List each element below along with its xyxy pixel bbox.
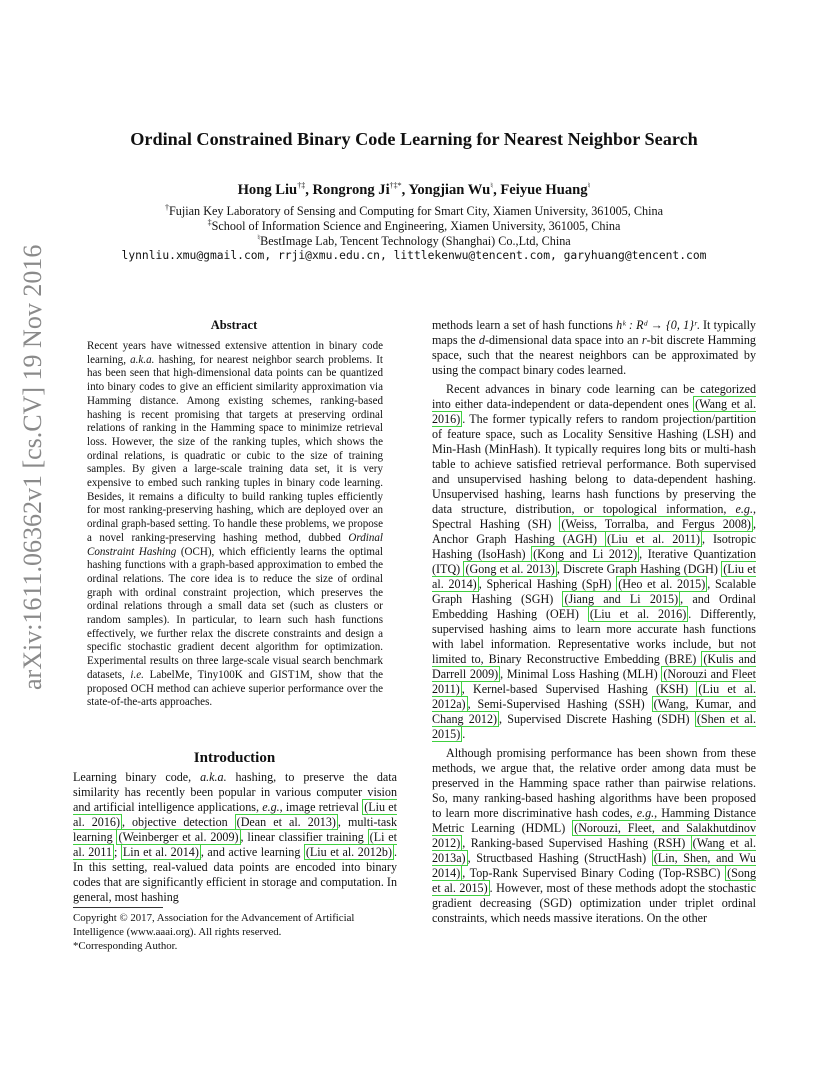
citation-link[interactable]: (Liu et al. 2014) bbox=[432, 562, 757, 591]
arxiv-identifier: arXiv:1611.06362v1 [cs.CV] 19 Nov 2016 bbox=[18, 244, 47, 690]
citation-link[interactable]: Lin et al. 2014) bbox=[122, 845, 199, 859]
citation-link[interactable]: (Kulis and Darrell 2009) bbox=[432, 652, 756, 681]
citation-link[interactable]: (Weiss, Torralba, and Fergus 2008) bbox=[561, 517, 751, 531]
author-name: Hong Liu bbox=[237, 181, 298, 198]
citation-link[interactable]: (Dean et al. 2013) bbox=[236, 815, 336, 829]
footnote bbox=[73, 911, 399, 954]
author-name: Feiyue Huang bbox=[500, 181, 588, 198]
author-name: Yongjian Wu bbox=[408, 181, 491, 198]
paragraph: Recent advances in binary code learning can be categorized into either data-independent or data-dependent ones (Wang et al. 2016) . The former typically refers to random projection/partition of feature space, such as Locality Sensitive Hashing (LSH) and Min-Hash (MinHash). It typically requires long bits or multi-hash table to achieve satisfied retrieval performance. Both supervised and unsupervised hashing belong to data-dependent hashing. Unsupervised hashing, learns hash functions by preserving the data structure, distribution, or topological information, e.g., Spectral Hashing (SH) (Weiss, Torralba, and Fergus 2008) , Anchor Graph Hashing (AGH) (Liu et al. 2011) , Isotropic Hashing (IsoHash) (Kong and Li 2012) , Iterative Quantization (ITQ) (Gong et al. 2013) , Discrete Graph Hashing (DGH) (Liu et al. 2014) , Spherical Hashing (SpH) (Heo et al. 2015) , Scalable Graph Hashing (SGH) (Jiang and Li 2015) , and Ordinal Embedding Hashing (OEH) (Liu et al. 2016) . Differently, supervised hashing aims to learn more accurate hash functions with label information. Representative works include, but not limited to, Binary Reconstructive Embedding (BRE) (Kulis and Darrell 2009) , Minimal Loss Hashing (MLH) (Norouzi and Fleet 2011) , Kernel-based Supervised Hashing (KSH) (Liu et al. 2012a) , Semi-Supervised Hashing (SSH) (Wang, Kumar, and Chang 2012) , Supervised Discrete Hashing (SDH) (Shen et al. 2015) . bbox=[432, 382, 757, 741]
affiliation-3: ♮BestImage Lab, Tencent Technology (Shanghai) Co.,Ltd, China bbox=[257, 233, 571, 249]
footnote-rule bbox=[73, 907, 163, 908]
introduction-text: Learning binary code, a.k.a. hashing, to preserve the data similarity has recently been popular in various computer vision and artificial intelligence applications, e.g., image retrieval (Liu et al. 2016) , objective detection (Dean et al. 2013) , multi-task learning (Weinberger et al. 2009) , linear classifier training (Li et al. 2011 ; Lin et al. 2014) , and active learning (Liu et al. 2012b) . In this setting, real-valued data points are encoded into binary codes that are significantly efficient in storage and computation. In general, most hashing bbox=[73, 770, 397, 904]
paper-title: Ordinal Constrained Binary Code Learning for Nearest Neighbor Search bbox=[130, 129, 698, 149]
citation-link[interactable]: (Wang et al. 2013a) bbox=[432, 836, 756, 865]
author-emails: lynnliu.xmu@gmail.com, rrji@xmu.edu.cn, littlekenwu@tencent.com, garyhuang@tencent.com bbox=[121, 249, 707, 262]
citation-link[interactable]: (Liu et al. 2012b) bbox=[305, 845, 392, 859]
author-name: Rongrong Ji bbox=[312, 181, 390, 198]
affiliation-mark: ♮ bbox=[490, 181, 494, 190]
affiliation-mark: †‡ bbox=[297, 181, 306, 190]
paragraph: Although promising performance has been shown from these methods, we argue that, the relative order among data must be preserved in the Hamming space rather than pairwise relations. So, many ranking-based hashing algorithms have been proposed to learn more discriminative hash codes, e.g., Hamming Distance Metric Learning (HDML) (Norouzi, Fleet, and Salakhutdinov 2012) , Ranking-based Supervised Hashing (RSH) (Wang et al. 2013a) , Structbased Hashing (StructHash) (Lin, Shen, and Wu 2014) , Top-Rank Supervised Binary Coding (Top-RSBC) (Song et al. 2015) . However, most of these methods adopt the stochastic gradient decreasing (SGD) optimization under triplet ordinal constraints, which needs massive iterations. On the other bbox=[432, 746, 756, 925]
affiliation-mark: ♮ bbox=[587, 181, 591, 190]
abstract-heading: Abstract bbox=[210, 318, 258, 332]
citation-link[interactable]: (Wang et al. 2016) bbox=[432, 397, 756, 426]
citation-link[interactable]: (Song et al. 2015) bbox=[432, 866, 756, 895]
affiliation-2: ‡School of Information Science and Engineering, Xiamen University, 361005, China bbox=[207, 218, 621, 234]
abstract-text: Recent years have witnessed extensive attention in binary code learning, a.k.a. hashing, for nearest neighbor search problems. It has been seen that high-dimensional data points can be quantized into binary codes to give an efficient similarity approximation via Hamming distance. Among existing schemes, ranking-based hashing is recent promising that targets at preserving ordinal relations of ranking in the Hamming space to minimize retrieval loss. However, the size of the ranking tuples, which shows the ordinal relations, is quadratic or cubic to the size of training samples. By given a large-scale training data set, it is very expensive to embed such ranking tuples in binary code learning. Besides, it remains a dificulty to build ranking tuples efficiently for most ranking-preserving hashing, which are deployed over an ordinal graph-based setting. To handle these problems, we propose a novel ranking-preserving hashing method, dubbed Ordinal Constraint Hashing (OCH), which efficiently learns the optimal hashing functions with a graph-based approximation to embed the ordinal relations. The core idea is to reduce the size of ordinal graph with ordinal constraint projection, which preserves the ordinal relations through a small data set (such as clusters or random samples). In particular, to learn such hash functions effectively, we further relax the discrete constraints and design a specific stochastic gradient decent algorithm for optimization. Experimental results on three large-scale visual search benchmark datasets, i.e. LabelMe, Tiny100K and GIST1M, show that the proposed OCH method can achieve superior performance over the state-of-the-arts approaches. bbox=[87, 340, 384, 709]
citation-link[interactable]: (Liu et al. 2012a) bbox=[432, 682, 756, 711]
citation-link[interactable]: (Norouzi, Fleet, and Salakhutdinov 2012) bbox=[432, 821, 756, 850]
citation-link[interactable]: (Wang, Kumar, and Chang 2012) bbox=[432, 697, 757, 726]
introduction-heading: Introduction bbox=[193, 750, 276, 766]
citation-link[interactable]: (Norouzi and Fleet 2011) bbox=[432, 667, 756, 696]
citation-link[interactable]: (Heo et al. 2015) bbox=[618, 577, 706, 591]
citation-link[interactable]: (Weinberger et al. 2009) bbox=[118, 830, 239, 844]
corresponding-author-note: *Corresponding Author. bbox=[73, 940, 178, 953]
affiliation-1: †Fujian Key Laboratory of Sensing and Computing for Smart City, Xiamen University, 361005, China bbox=[165, 203, 663, 219]
paragraph: methods learn a set of hash functions hᵏ : Rᵈ → {0, 1}ʳ. It typically maps the d-dimensional data space into an r-bit discrete Hamming space, such that the nearest neighbors can be approximated by using the compact binary codes learned. bbox=[432, 318, 756, 377]
citation-link[interactable]: (Liu et al. 2016) bbox=[589, 607, 687, 621]
citation-link[interactable]: (Li et al. 2011 bbox=[73, 830, 397, 859]
author-list: Hong Liu†‡, Rongrong Ji†‡*, Yongjian Wu♮, Feiyue Huang♮ bbox=[237, 181, 591, 198]
copyright-notice: Copyright © 2017, Association for the Advancement of Artificial Intelligence (www.aaai.org). All rights reserved. bbox=[73, 912, 355, 939]
citation-link[interactable]: (Gong et al. 2013) bbox=[465, 562, 555, 576]
citation-link[interactable]: (Kong and Li 2012) bbox=[533, 547, 638, 561]
citation-link[interactable]: (Lin, Shen, and Wu 2014) bbox=[432, 851, 756, 880]
citation-link[interactable]: (Liu et al. 2016) bbox=[73, 800, 397, 829]
citation-link[interactable]: (Liu et al. 2011) bbox=[606, 532, 700, 546]
right-column-text bbox=[432, 318, 756, 926]
citation-link[interactable]: (Jiang and Li 2015) bbox=[564, 592, 679, 606]
citation-link[interactable]: (Shen et al. 2015) bbox=[432, 712, 756, 741]
affiliation-mark: †‡* bbox=[389, 181, 402, 190]
